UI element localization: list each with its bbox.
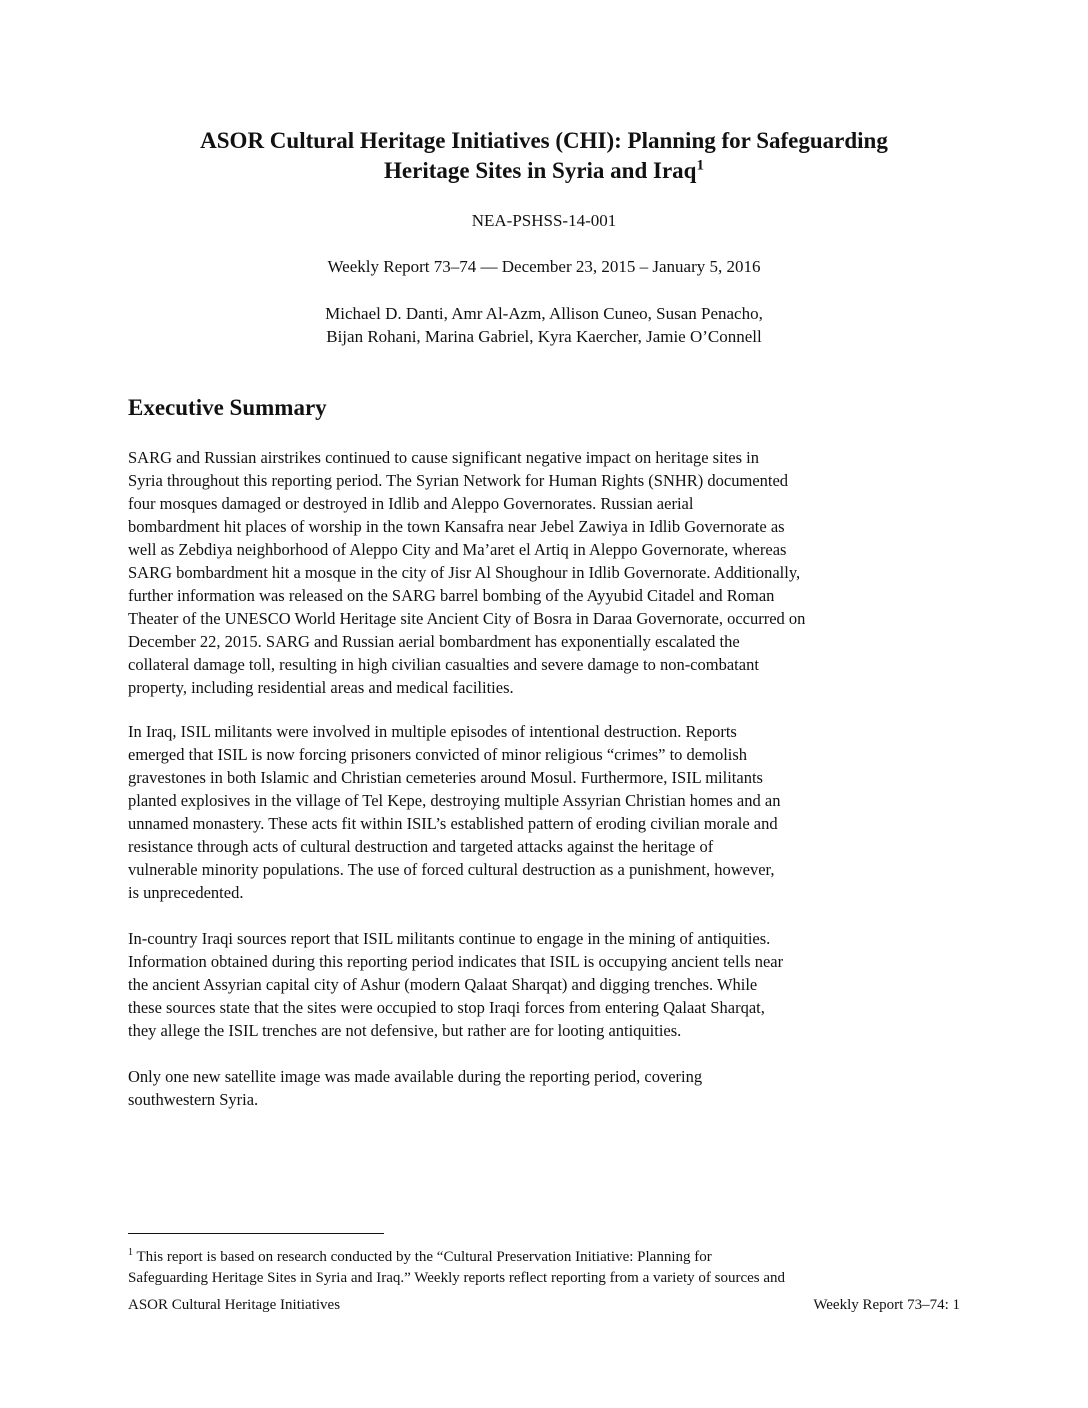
paragraph-line: gravestones in both Islamic and Christian cemeteries around Mosul. Furthermore, ISIL militants [128, 768, 763, 787]
paragraph-iraq-antiquities-mining [128, 927, 963, 1042]
footnote-line [128, 1247, 963, 1268]
paragraph-line: resistance through acts of cultural destruction and targeted attacks against the heritage of [128, 837, 714, 856]
section-heading-executive-summary: Executive Summary [128, 395, 327, 420]
paragraph-line: unnamed monastery. These acts fit within ISIL’s established pattern of eroding civilian morale and [128, 814, 778, 833]
title-line-1: ASOR Cultural Heritage Initiatives (CHI): Planning for Safeguarding [200, 128, 888, 153]
paragraph-line: four mosques damaged or destroyed in Idlib and Aleppo Governorates. Russian aerial [128, 494, 694, 513]
footnote [128, 1247, 963, 1289]
footnote-mark: 1 [128, 1247, 133, 1258]
paragraph-line: Syria throughout this reporting period. The Syrian Network for Human Rights (SNHR) documented [128, 471, 789, 490]
grant-number: NEA-PSHSS-14-001 [471, 211, 617, 230]
paragraph-line: planted explosives in the village of Tel Kepe, destroying multiple Assyrian Christian homes and an [128, 791, 781, 810]
paragraph-line: In-country Iraqi sources report that ISIL militants continue to engage in the mining of antiquities. [128, 929, 771, 948]
paragraph-syria-airstrikes [128, 446, 963, 699]
paragraph-line: these sources state that the sites were occupied to stop Iraqi forces from entering Qalaat Sharqat, [128, 998, 765, 1017]
paragraph-line: emerged that ISIL is now forcing prisoners convicted of minor religious “crimes” to demolish [128, 745, 748, 764]
paragraph-line: Information obtained during this reporting period indicates that ISIL is occupying ancient tells near [128, 952, 784, 971]
paragraph-iraq-destruction [128, 720, 963, 904]
footnote-text: This report is based on research conducted by the “Cultural Preservation Initiative: Planning for [133, 1249, 712, 1265]
paragraph-line: Theater of the UNESCO World Heritage site Ancient City of Bosra in Daraa Governorate, occurred on [128, 609, 806, 628]
footer-page-number: Weekly Report 73–74: 1 [813, 1297, 960, 1313]
paragraph-line: further information was released on the SARG barrel bombing of the Ayyubid Citadel and Roman [128, 586, 775, 605]
paragraph-line: December 22, 2015. SARG and Russian aerial bombardment has exponentially escalated the [128, 632, 740, 651]
paragraph-line: collateral damage toll, resulting in high civilian casualties and severe damage to non-combatant [128, 655, 759, 674]
author-list [100, 302, 988, 348]
title-footnote-mark: 1 [696, 157, 704, 174]
paragraph-line: is unprecedented. [128, 883, 244, 902]
paragraph-line: SARG bombardment hit a mosque in the city of Jisr Al Shoughour in Idlib Governorate. Additionally, [128, 563, 801, 582]
footnote-separator [128, 1233, 384, 1234]
paragraph-line: In Iraq, ISIL militants were involved in multiple episodes of intentional destruction. Reports [128, 722, 737, 741]
paragraph-line: they allege the ISIL trenches are not defensive, but rather are for looting antiquities. [128, 1021, 682, 1040]
paragraph-line: property, including residential areas and medical facilities. [128, 678, 514, 697]
paragraph-line: bombardment hit places of worship in the town Kansafra near Jebel Zawiya in Idlib Governorate as [128, 517, 785, 536]
paragraph-line: SARG and Russian airstrikes continued to cause significant negative impact on heritage sites in [128, 448, 759, 467]
document-title [100, 126, 988, 186]
paragraph-satellite-imagery [128, 1065, 963, 1111]
weekly-report-dates: Weekly Report 73–74 — December 23, 2015 – January 5, 2016 [327, 257, 761, 276]
paragraph-line: well as Zebdiya neighborhood of Aleppo City and Ma’aret el Artiq in Aleppo Governorate, whereas [128, 540, 787, 559]
paragraph-line: Only one new satellite image was made available during the reporting period, covering [128, 1067, 703, 1086]
paragraph-line: southwestern Syria. [128, 1090, 259, 1109]
author-line: Michael D. Danti, Amr Al-Azm, Allison Cuneo, Susan Penacho, [325, 304, 763, 323]
paragraph-line: vulnerable minority populations. The use of forced cultural destruction as a punishment, however, [128, 860, 775, 879]
author-line: Bijan Rohani, Marina Gabriel, Kyra Kaercher, Jamie O’Connell [326, 327, 762, 346]
footer-organization: ASOR Cultural Heritage Initiatives [128, 1297, 341, 1313]
paragraph-line: the ancient Assyrian capital city of Ashur (modern Qalaat Sharqat) and digging trenches. While [128, 975, 758, 994]
title-line-2: Heritage Sites in Syria and Iraq [384, 158, 697, 183]
footnote-line: Safeguarding Heritage Sites in Syria and Iraq.” Weekly reports reflect reporting from a variety of sources and [128, 1270, 786, 1286]
